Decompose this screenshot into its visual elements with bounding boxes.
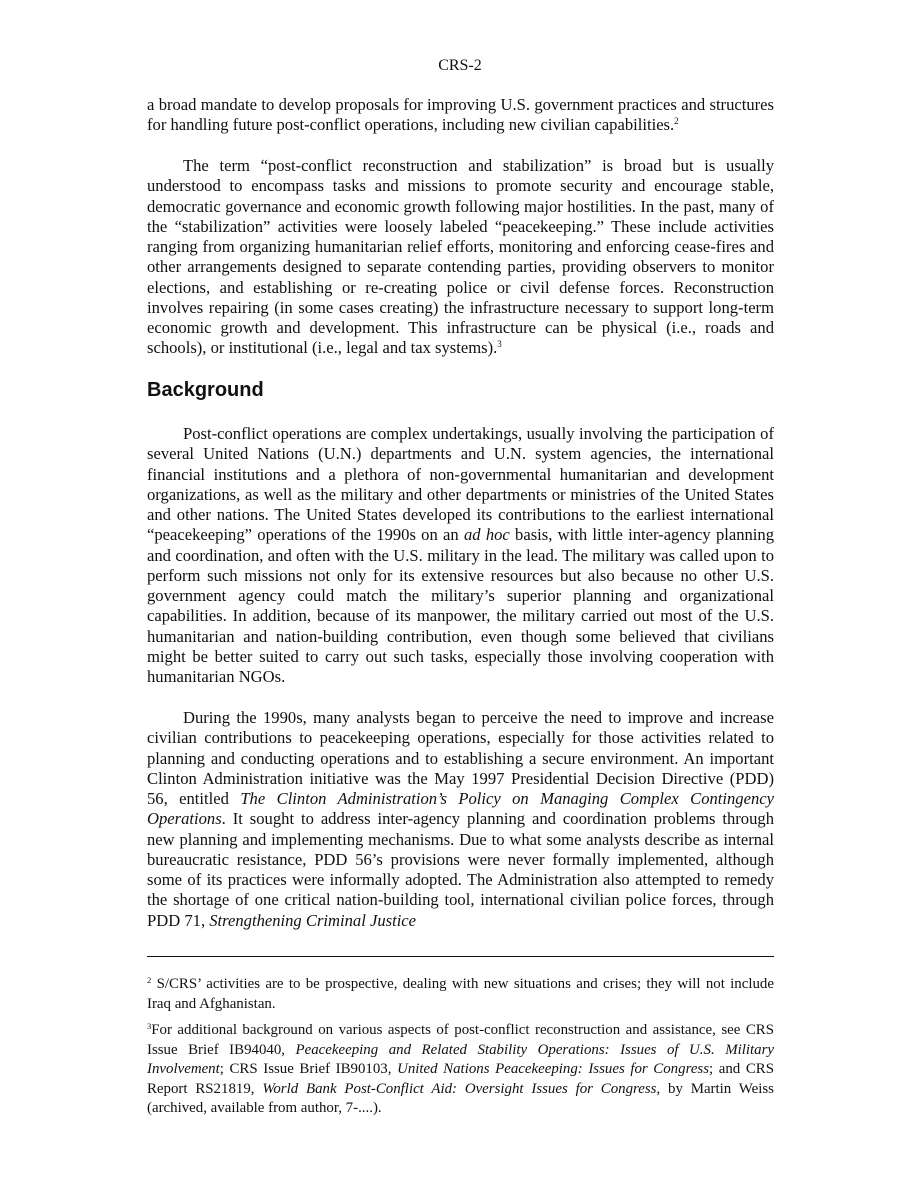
footnote-ref-2[interactable]: 2 <box>674 116 679 127</box>
footnote-3: $^3$For additional background on various aspects of post-conflict reconstruction and assistance, see CRS Issue Brief IB94040, Peacekeeping and Related Stability Operations: Issues of U.S. Military Involvement; CRS Issue Brief IB90103, United Nations Peacekeeping: Issues for Congress; and CRS Report RS21819, World Bank Post-Conflict Aid: Oversight Issues for Congress, by Martin Weiss (archived, available from author, 7-....). <box>147 1021 774 1116</box>
footnote-divider <box>147 956 774 957</box>
page-number-header: CRS-2 <box>438 57 482 74</box>
paragraph-3: Post-conflict operations are complex undertakings, usually involving the participation of several United Nations (U.N.) departments and U.N. system agencies, the international financial institutions and a plethora of non-governmental humanitarian and development organizations, as well as the military and other departments or ministries of the United States and other nations. The United States developed its contributions to the earliest international “peacekeeping” operations of the 1990s on an ad hoc basis, with little inter-agency planning and coordination, and often with the U.S. military in the lead. The military was called upon to perform such missions not only for its extensive resources but also because no other U.S. government agency could match the military’s superior planning and organizational capabilities. In addition, because of its manpower, the military carried out most of the U.S. humanitarian and nation-building contribution, even though some believed that civilians might be better suited to carry out such tasks, especially those involving cooperation with humanitarian NGOs. <box>147 424 775 686</box>
paragraph-4: During the 1990s, many analysts began to perceive the need to improve and increase civilian contributions to peacekeeping operations, especially for those activities related to planning and conducting operations and to establishing a secure environment. An important Clinton Administration initiative was the May 1997 Presidential Decision Directive (PDD) 56, entitled The Clinton Administration’s Policy on Managing Complex Contingency Operations. It sought to address inter-agency planning and coordination problems through new planning and implementing mechanisms. Due to what some analysts describe as internal bureaucratic resistance, PDD 56’s provisions were never formally implemented, although some of its practices were informally adopted. The Administration also attempted to remedy the shortage of one critical nation-building tool, international civilian police forces, through PDD 71, Strengthening Criminal Justice <box>147 708 774 930</box>
paragraph-2: The term “post-conflict reconstruction and stabilization” is broad but is usually understood to encompass tasks and missions to promote security and encourage stable, democratic governance and economic growth following major hostilities. In the past, many of the “stabilization” activities were loosely labeled “peacekeeping.” These include activities ranging from organizing humanitarian relief efforts, monitoring and enforcing cease-fires and other arrangements designed to separate contending parties, providing observers to monitor elections, and establishing or re-creating police or civil defense forces. Reconstruction involves repairing (in some cases creating) the infrastructure necessary to support long-term economic growth and development. This infrastructure can be physical (i.e., roads and schools), or institutional (i.e., legal and tax systems).$^3$ <box>147 156 774 358</box>
footnote-2: $^2$ S/CRS’ activities are to be prospective, dealing with new situations and crises; they will not include Iraq and Afghanistan. <box>147 975 774 1012</box>
paragraph-1: a broad mandate to develop proposals for improving U.S. government practices and structures for handling future post-conflict operations, including new civilian capabilities.$^2$ <box>147 95 774 135</box>
footnote-ref-3[interactable]: 3 <box>497 339 502 350</box>
section-heading-background: Background <box>147 379 264 401</box>
